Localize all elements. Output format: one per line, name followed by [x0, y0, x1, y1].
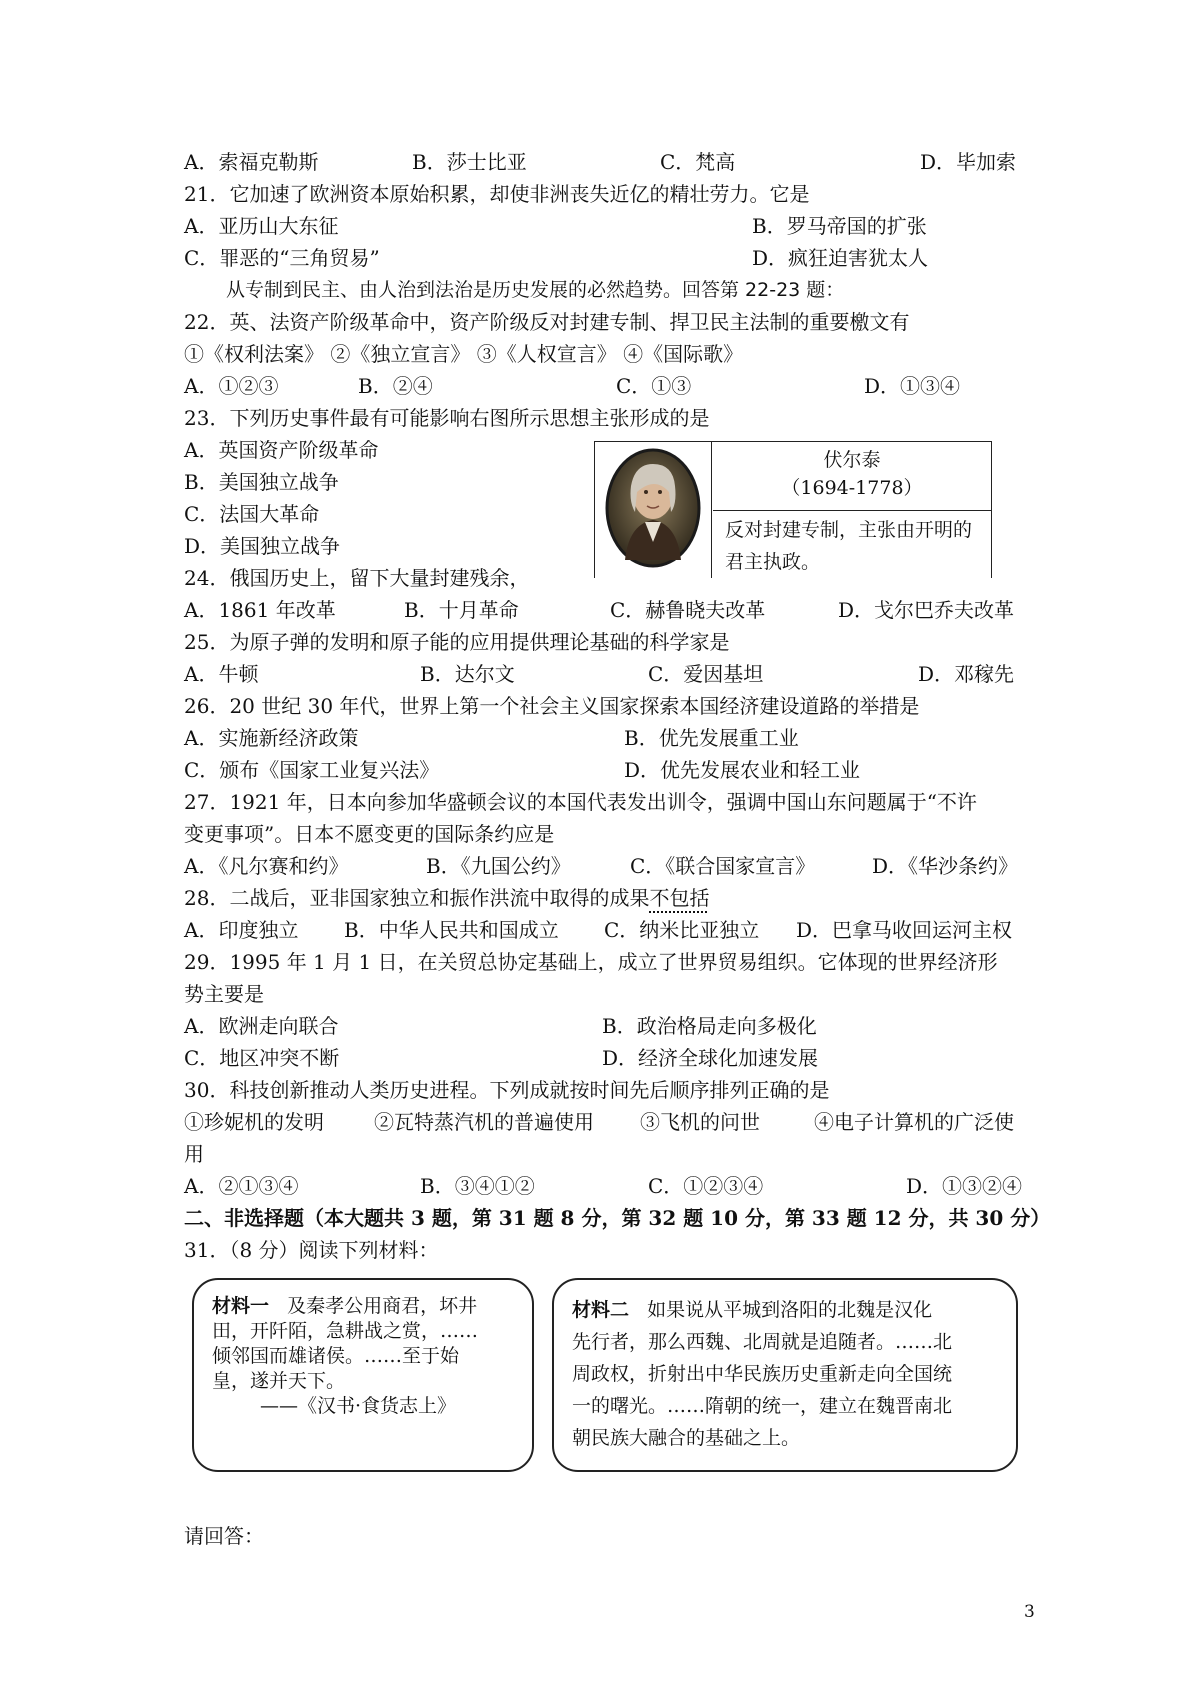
q24-option-c: C．赫鲁晓夫改革: [610, 598, 766, 622]
q24-option-d: D．戈尔巴乔夫改革: [838, 598, 1015, 622]
q27-option-d: D．《华沙条约》: [872, 854, 1019, 878]
q28-stem: [184, 884, 709, 912]
q30-stem: 30．科技创新推动人类历史进程。下列成就按时间先后顺序排列正确的是: [184, 1078, 830, 1102]
portrait-description: 反对封建专制，主张由开明的君主执政。: [725, 519, 973, 573]
material-1-label: 材料一: [212, 1295, 270, 1317]
material-2-text-1: 如果说从平城到洛阳的北魏是汉化: [647, 1299, 933, 1321]
q30-option-b: B．③④①②: [420, 1174, 535, 1198]
q22-option-d: D．①③④: [864, 374, 961, 398]
portrait-name-cell: [713, 442, 991, 511]
q20-option-c: C．梵高: [660, 150, 736, 174]
q22-stem: 22．英、法资产阶级革命中，资产阶级反对封建专制、捍卫民主法制的重要檄文有: [184, 310, 910, 334]
q20-option-d: D．毕加索: [920, 150, 1017, 174]
please-answer: 请回答：: [184, 1524, 264, 1548]
q21-option-b: B．罗马帝国的扩张: [752, 214, 927, 238]
q30-item-2: ②瓦特蒸汽机的普遍使用: [374, 1110, 594, 1134]
material-1-line-3: 倾邻国而雄诸侯。……至于始: [212, 1345, 460, 1367]
q20-option-b: B．莎士比亚: [412, 150, 527, 174]
q29-option-a: A．欧洲走向联合: [184, 1014, 339, 1038]
q23-stem: 23．下列历史事件最有可能影响右图所示思想主张形成的是: [184, 406, 710, 430]
material-2-line-3: 周政权，折射出中华民族历史重新走向全国统: [572, 1363, 953, 1385]
material-1-line-1: [212, 1294, 514, 1319]
voltaire-portrait-image: [595, 442, 712, 578]
q22-items: ①《权利法案》 ②《独立宣言》 ③《人权宣言》 ④《国际歌》: [184, 342, 744, 366]
q21-option-a: A．亚历山大东征: [184, 214, 339, 238]
q26-option-a: A．实施新经济政策: [184, 726, 359, 750]
q26-option-d: D．优先发展农业和轻工业: [624, 758, 861, 782]
q28-option-a: A．印度独立: [184, 918, 299, 942]
q31-stem: 31．（8 分）阅读下列材料：: [184, 1238, 439, 1262]
portrait-name: 伏尔泰: [823, 449, 881, 471]
section-2-heading: 二、非选择题（本大题共 3 题，第 31 题 8 分，第 32 题 10 分，第 33 题 12 分，共 30 分）: [184, 1206, 1051, 1230]
material-2-line-2: 先行者，那么西魏、北周就是追随者。……北: [572, 1331, 953, 1353]
q30-item-4-cont: 用: [184, 1142, 204, 1166]
q23-option-a: A．英国资产阶级革命: [184, 438, 379, 462]
q28-option-c: C．纳米比亚独立: [604, 918, 760, 942]
q26-stem: 26．20 世纪 30 年代，世界上第一个社会主义国家探索本国经济建设道路的举措是: [184, 694, 920, 718]
q22-option-b: B．②④: [358, 374, 433, 398]
q28-option-b: B．中华人民共和国成立: [344, 918, 559, 942]
q22-option-a: A．①②③: [184, 374, 279, 398]
q23-option-d: D．美国独立战争: [184, 534, 341, 558]
material-2-box: [552, 1278, 1018, 1472]
material-1-text-1: 及秦孝公用商君，坏井: [287, 1295, 478, 1317]
q27-option-a: A．《凡尔赛和约》: [184, 854, 349, 878]
q30-option-a: A．②①③④: [184, 1174, 299, 1198]
q25-option-d: D．邓稼先: [918, 662, 1015, 686]
voltaire-portrait-card: [594, 441, 992, 578]
q27-option-c: C．《联合国家宣言》: [630, 854, 816, 878]
q29-option-c: C．地区冲突不断: [184, 1046, 340, 1070]
portrait-years: （1694-1778）: [781, 477, 923, 499]
q28-stem-text: 28．二战后，亚非国家独立和振作洪流中取得的成果: [184, 886, 650, 910]
q24-option-a: A．1861 年改革: [184, 598, 336, 622]
q25-option-a: A．牛顿: [184, 662, 259, 686]
q21-stem: 21．它加速了欧洲资本原始积累，却使非洲丧失近亿的精壮劳力。它是: [184, 182, 810, 206]
q24-stem: 24．俄国历史上，留下大量封建残余，: [184, 566, 530, 590]
material-1-source: ——《汉书·食货志上》: [260, 1395, 457, 1417]
q23-option-b: B．美国独立战争: [184, 470, 339, 494]
material-2-line-4: 一的曙光。……隋朝的统一，建立在魏晋南北: [572, 1395, 953, 1417]
material-2-label: 材料二: [572, 1299, 630, 1321]
page-number: 3: [1024, 1602, 1035, 1622]
q30-item-3: ③飞机的问世: [640, 1110, 760, 1134]
q28-option-d: D．巴拿马收回运河主权: [796, 918, 1013, 942]
q25-stem: 25．为原子弹的发明和原子能的应用提供理论基础的科学家是: [184, 630, 730, 654]
material-2-line-5: 朝民族大融合的基础之上。: [572, 1427, 801, 1449]
material-1-box: [192, 1278, 534, 1472]
q23-option-c: C．法国大革命: [184, 502, 320, 526]
q25-option-b: B．达尔文: [420, 662, 515, 686]
q21-option-c: C．罪恶的“三角贸易”: [184, 246, 380, 270]
material-1-line-4: 皇，遂并天下。: [212, 1370, 346, 1392]
q28-emphasis: 不包括: [649, 886, 710, 910]
q30-option-d: D．①③②④: [906, 1174, 1023, 1198]
material-1-line-2: 田，开阡陌，急耕战之赏，……: [212, 1320, 479, 1342]
q29-stem-line1: 29．1995 年 1 月 1 日，在关贸总协定基础上，成立了世界贸易组织。它体现的世界经济形: [184, 950, 998, 974]
q26-option-b: B．优先发展重工业: [624, 726, 799, 750]
intro-22-23: 从专制到民主、由人治到法治是历史发展的必然趋势。回答第 22-23 题：: [226, 279, 845, 301]
q30-option-c: C．①②③④: [648, 1174, 764, 1198]
q30-item-4: ④电子计算机的广泛使: [814, 1110, 1014, 1134]
q29-option-b: B．政治格局走向多极化: [602, 1014, 817, 1038]
q25-option-c: C．爱因基坦: [648, 662, 764, 686]
q30-item-1: ①珍妮机的发明: [184, 1110, 324, 1134]
material-2-line-1: [572, 1294, 998, 1326]
q27-option-b: B．《九国公约》: [426, 854, 571, 878]
q26-option-c: C．颁布《国家工业复兴法》: [184, 758, 440, 782]
q24-option-b: B．十月革命: [404, 598, 519, 622]
q29-stem-line2: 势主要是: [184, 982, 264, 1006]
q29-option-d: D．经济全球化加速发展: [602, 1046, 819, 1070]
q27-stem-line1: 27．1921 年，日本向参加华盛顿会议的本国代表发出训令，强调中国山东问题属于“不许: [184, 790, 977, 814]
q22-option-c: C．①③: [616, 374, 692, 398]
q27-stem-line2: 变更事项”。日本不愿变更的国际条约应是: [184, 822, 555, 846]
q21-option-d: D．疯狂迫害犹太人: [752, 246, 929, 270]
q20-option-a: A．索福克勒斯: [184, 150, 319, 174]
